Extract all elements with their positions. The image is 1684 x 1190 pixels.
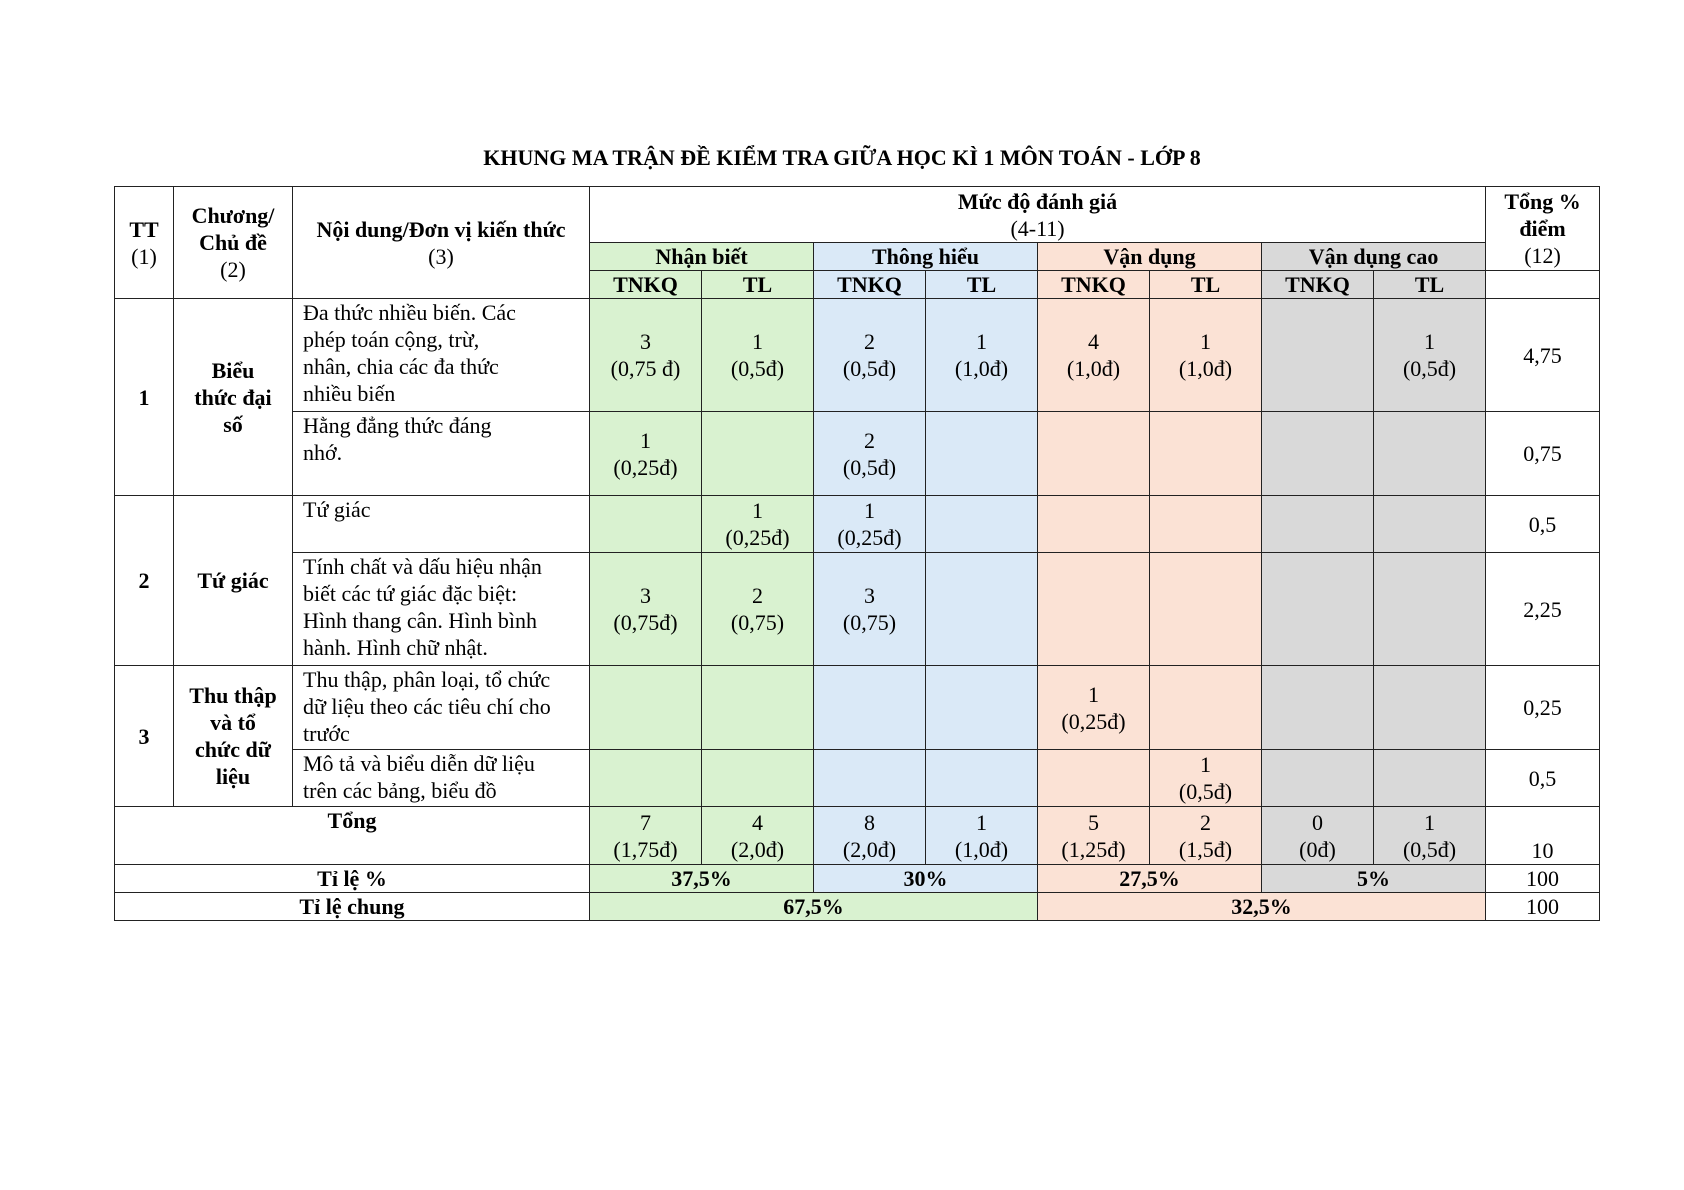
content-cell: Tính chất và dấu hiệu nhận biết các tứ giác đặc biệt: Hình thang cân. Hình bình hành. Hình chữ nhật. (293, 553, 590, 666)
tile-label: Tỉ lệ % (115, 865, 590, 893)
score-cell (1262, 750, 1374, 807)
topic-number: 1 (115, 299, 174, 496)
header-mucdo: Mức độ đánh giá (4-11) (590, 187, 1486, 243)
sub-header: TNKQ (1038, 271, 1150, 299)
table-row (115, 553, 1600, 666)
row-total: 0,5 (1486, 496, 1600, 553)
tong-row (115, 807, 1600, 865)
tong-cell: 2 (1,5đ) (1150, 807, 1262, 865)
tong-cell: 1 (0,5đ) (1374, 807, 1486, 865)
score-cell: 1 (0,25đ) (1038, 666, 1150, 750)
score-cell (926, 750, 1038, 807)
tile-row (115, 865, 1600, 893)
level-van-dung-cao: Vận dụng cao (1262, 243, 1486, 271)
tong-cell: 0 (0đ) (1262, 807, 1374, 865)
sub-header: TL (1150, 271, 1262, 299)
topic-name: Thu thập và tổ chức dữ liệu (174, 666, 293, 807)
score-cell: 2 (0,5đ) (814, 299, 926, 412)
header-noidung: Nội dung/Đơn vị kiến thức (3) (293, 187, 590, 299)
score-cell (1262, 666, 1374, 750)
sub-header: TL (1374, 271, 1486, 299)
sub-header: TL (702, 271, 814, 299)
score-cell (1374, 553, 1486, 666)
tile-chung-value: 32,5% (1038, 893, 1486, 921)
sub-header: TNKQ (1262, 271, 1374, 299)
tong-cell: 4 (2,0đ) (702, 807, 814, 865)
score-cell (702, 666, 814, 750)
score-cell (1038, 553, 1150, 666)
row-total: 2,25 (1486, 553, 1600, 666)
score-cell: 4 (1,0đ) (1038, 299, 1150, 412)
tong-cell: 7 (1,75đ) (590, 807, 702, 865)
tile-chung-row (115, 893, 1600, 921)
score-cell (1150, 412, 1262, 496)
tong-cell: 1 (1,0đ) (926, 807, 1038, 865)
sub-header: TL (926, 271, 1038, 299)
score-cell (1150, 496, 1262, 553)
table-row (115, 412, 1600, 496)
score-cell (1262, 299, 1374, 412)
sub-header: TNKQ (814, 271, 926, 299)
score-cell (1150, 553, 1262, 666)
sub-header: TNKQ (590, 271, 702, 299)
score-cell: 1 (1,0đ) (1150, 299, 1262, 412)
tong-cell: 8 (2,0đ) (814, 807, 926, 865)
tong-total: 10 (1486, 807, 1600, 865)
score-cell (1150, 666, 1262, 750)
level-van-dung: Vận dụng (1038, 243, 1262, 271)
level-thong-hieu: Thông hiểu (814, 243, 1038, 271)
header-tong: Tổng % điểm (12) (1486, 187, 1600, 271)
score-cell: 1 (0,25đ) (590, 412, 702, 496)
score-cell: 1 (1,0đ) (926, 299, 1038, 412)
table-row (115, 750, 1600, 807)
score-cell (1038, 750, 1150, 807)
score-cell: 3 (0,75) (814, 553, 926, 666)
row-total: 0,25 (1486, 666, 1600, 750)
score-cell (926, 553, 1038, 666)
table-body (115, 299, 1600, 807)
score-cell (1374, 666, 1486, 750)
score-cell (814, 750, 926, 807)
row-total: 0,5 (1486, 750, 1600, 807)
level-nhan-biet: Nhận biết (590, 243, 814, 271)
tong-label: Tổng (115, 807, 590, 865)
sub-header-empty (1486, 271, 1600, 299)
score-cell: 2 (0,5đ) (814, 412, 926, 496)
score-cell (1262, 553, 1374, 666)
tong-cell: 5 (1,25đ) (1038, 807, 1150, 865)
score-cell (1038, 496, 1150, 553)
table-row (115, 666, 1600, 750)
row-total: 4,75 (1486, 299, 1600, 412)
score-cell: 3 (0,75đ) (590, 553, 702, 666)
score-cell (1374, 496, 1486, 553)
score-cell (926, 666, 1038, 750)
matrix-table (114, 186, 1600, 921)
score-cell (702, 412, 814, 496)
score-cell (1038, 412, 1150, 496)
topic-number: 3 (115, 666, 174, 807)
score-cell: 1 (0,25đ) (814, 496, 926, 553)
score-cell (926, 496, 1038, 553)
score-cell (1262, 496, 1374, 553)
tile-value: 27,5% (1038, 865, 1262, 893)
score-cell: 1 (0,5đ) (1150, 750, 1262, 807)
header-chuong: Chương/ Chủ đề (2) (174, 187, 293, 299)
tile-value: 5% (1262, 865, 1486, 893)
score-cell: 3 (0,75 đ) (590, 299, 702, 412)
tile-chung-label: Tỉ lệ chung (115, 893, 590, 921)
tile-total: 100 (1486, 865, 1600, 893)
topic-name: Biểu thức đại số (174, 299, 293, 496)
score-cell (590, 750, 702, 807)
topic-number: 2 (115, 496, 174, 666)
score-cell: 1 (0,25đ) (702, 496, 814, 553)
content-cell: Tứ giác (293, 496, 590, 553)
row-total: 0,75 (1486, 412, 1600, 496)
content-cell: Đa thức nhiều biến. Các phép toán cộng, trừ, nhân, chia các đa thức nhiều biến (293, 299, 590, 412)
score-cell: 1 (0,5đ) (702, 299, 814, 412)
content-cell: Thu thập, phân loại, tổ chức dữ liệu theo các tiêu chí cho trước (293, 666, 590, 750)
table-row (115, 299, 1600, 412)
content-cell: Mô tả và biểu diễn dữ liệu trên các bảng, biểu đồ (293, 750, 590, 807)
score-cell (1374, 750, 1486, 807)
score-cell (1262, 412, 1374, 496)
score-cell: 2 (0,75) (702, 553, 814, 666)
score-cell: 1 (0,5đ) (1374, 299, 1486, 412)
topic-name: Tứ giác (174, 496, 293, 666)
table-row (115, 496, 1600, 553)
tile-chung-value: 67,5% (590, 893, 1038, 921)
content-cell: Hằng đẳng thức đáng nhớ. (293, 412, 590, 496)
score-cell (1374, 412, 1486, 496)
score-cell (590, 666, 702, 750)
tile-value: 30% (814, 865, 1038, 893)
score-cell (814, 666, 926, 750)
page-title: KHUNG MA TRẬN ĐỀ KIỂM TRA GIỮA HỌC KÌ 1 MÔN TOÁN - LỚP 8 (483, 145, 1201, 170)
tile-value: 37,5% (590, 865, 814, 893)
score-cell (590, 496, 702, 553)
score-cell (926, 412, 1038, 496)
tile-chung-total: 100 (1486, 893, 1600, 921)
header-tt: TT (1) (115, 187, 174, 299)
score-cell (702, 750, 814, 807)
